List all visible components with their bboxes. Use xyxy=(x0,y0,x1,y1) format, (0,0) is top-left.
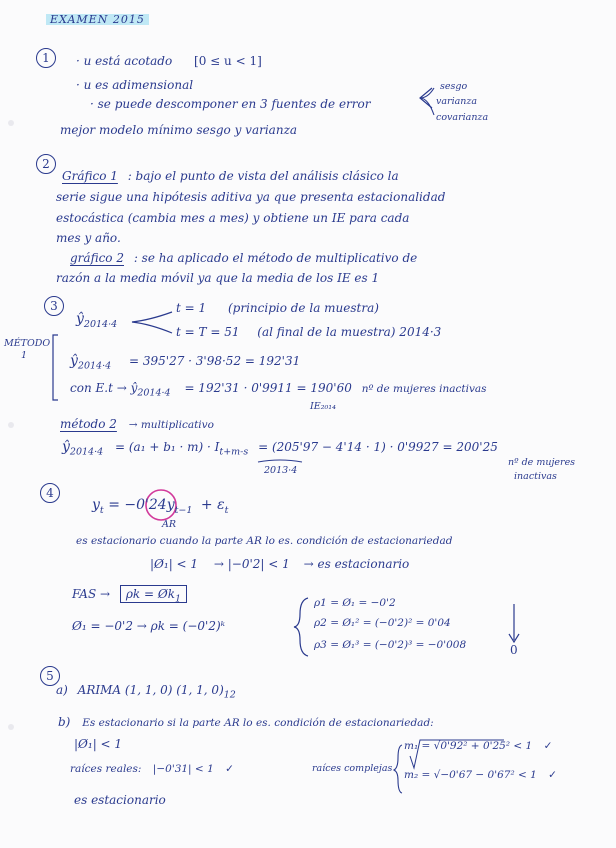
q3-eq-3-lhs: ŷ xyxy=(62,439,70,455)
q5-check-m1: ✓ xyxy=(543,740,553,752)
q5-b-condition: |Ø₁| < 1 xyxy=(74,737,123,751)
question-number-5: 5 xyxy=(40,666,60,686)
q4-fas-sub: 1 xyxy=(175,593,182,605)
q3-eq-2-sub: 2014·4 xyxy=(137,387,171,399)
q2-graph-2-line-2: razón a la media móvil ya que la media de los IE es 1 xyxy=(56,271,380,285)
q3-metodo-1-label: MÉTODO 1 xyxy=(4,338,51,362)
q1-source-1: sesgo xyxy=(440,81,468,92)
q5-check-m2: ✓ xyxy=(548,769,557,781)
q4-model xyxy=(92,498,228,515)
q4-rho-line: Ø₁ = −0'2 → ρk = (−0'2)ᵏ xyxy=(72,619,226,633)
q4-model-coef: = −0'24 xyxy=(103,497,167,513)
q1-line-1-text: · u está acotado xyxy=(76,54,173,68)
q3-eq-2-note: nº de mujeres inactivas xyxy=(361,383,487,395)
q4-fas-label: FAS → xyxy=(72,587,111,601)
q5-b-label: b) xyxy=(58,715,71,729)
q5-a-text: ARIMA (1, 1, 0) (1, 1, 0) xyxy=(77,683,224,697)
question-number-1: 1 xyxy=(36,48,56,68)
q3-brace-tT-value: t = T = 51 xyxy=(176,325,240,339)
q3-y-hat-sub: 2014·4 xyxy=(83,318,118,330)
q5-a-sub: 12 xyxy=(223,689,236,701)
q5-roots-complex-label: raíces complejas xyxy=(312,763,393,774)
q2-graph-1-line-2: serie sigue una hipótesis aditiva ya que presenta estacionalidad xyxy=(56,190,446,204)
q2-graph-1-line-4: mes y año. xyxy=(56,231,121,245)
q1-source-3: covarianza xyxy=(436,112,489,123)
q3-eq-2 xyxy=(70,382,487,398)
q4-fas xyxy=(72,588,187,604)
q1-conclusion: mejor modelo mínimo sesgo y varianza xyxy=(60,123,298,137)
q2-graph-2-line-1 xyxy=(70,252,417,264)
q5-m2-text: m₂ = √−0'67 − 0'67² < 1 xyxy=(404,769,537,781)
q3-eq-3-under: 2013·4 xyxy=(264,465,298,476)
q5-conclusion: es estacionario xyxy=(74,793,166,807)
q4-rho-3: ρ3 = Ø₁³ = (−0'2)³ = −0'008 xyxy=(314,639,467,651)
q4-rho-1: ρ1 = Ø₁ = −0'2 xyxy=(314,597,396,609)
q2-graph-1-label: Gráfico 1 xyxy=(62,169,118,183)
q3-eq-3-note-1: nº de mujeres xyxy=(508,457,576,468)
q4-model-error-sub: t xyxy=(224,504,229,516)
q3-y-hat xyxy=(76,312,117,329)
q3-brace-tT xyxy=(176,326,441,338)
q2-graph-1-line-1 xyxy=(62,170,399,182)
q3-metodo-2 xyxy=(60,418,214,431)
q3-brace-t1 xyxy=(176,302,379,314)
q2-graph-1-line-3: estocástica (cambia mes a mes) y obtiene un IE para cada xyxy=(56,211,410,225)
q4-statement: es estacionario cuando la parte AR lo es. condición de estacionariedad xyxy=(76,535,453,547)
q3-eq-1-rhs: = 395'27 · 3'98·52 = 192'31 xyxy=(129,354,301,368)
q3-brace-tT-note: (al final de la muestra) 2014·3 xyxy=(257,325,442,339)
q5-b xyxy=(58,716,434,729)
q3-eq-3-sub: 2014·4 xyxy=(69,446,104,458)
q5-a xyxy=(56,684,236,700)
q4-limit-zero: 0 xyxy=(510,643,518,657)
q3-eq-2-under: IE₂₀₁₄ xyxy=(310,401,336,412)
q3-eq-1-sub: 2014·4 xyxy=(77,360,112,372)
q4-fas-formula: ρk = Øk xyxy=(125,587,175,601)
q4-model-y-sub: t xyxy=(99,504,104,516)
q3-brace-t1-note: (principio de la muestra) xyxy=(227,301,379,315)
q4-condition xyxy=(150,558,409,570)
q4-rho-2: ρ2 = Ø₁² = (−0'2)² = 0'04 xyxy=(314,617,451,629)
q5-m1 xyxy=(404,741,552,752)
q5-roots-real-label: raíces reales: xyxy=(70,763,142,775)
q1-line-3: · se puede descomponer en 3 fuentes de error xyxy=(90,97,371,111)
q3-metodo-2-desc: → multiplicativo xyxy=(128,419,214,431)
q3-eq-1 xyxy=(70,354,300,371)
q5-a-label: a) xyxy=(56,683,68,697)
q3-eq-3-rhs: = (205'97 − 4'14 · 1) · 0'9927 = 200'25 xyxy=(258,440,498,454)
q1-line-1-range: [0 ≤ u < 1] xyxy=(194,54,262,68)
q4-fas-box xyxy=(120,585,187,603)
question-number-3: 3 xyxy=(44,296,64,316)
q4-model-y: y xyxy=(92,497,100,513)
q3-eq-3 xyxy=(62,440,498,457)
q4-condition-b: → |−0'2| < 1 xyxy=(213,557,290,571)
q5-roots-real-cond: |−0'31| < 1 xyxy=(152,763,214,775)
q2-graph-2-label: gráfico 2 xyxy=(70,251,124,265)
q4-model-ylag-sub: t−1 xyxy=(174,504,193,516)
q2-graph-1-text-1: : bajo el punto de vista del análisis clásico la xyxy=(127,169,399,183)
q3-brace-t1-value: t = 1 xyxy=(176,301,207,315)
question-number-2: 2 xyxy=(36,154,56,174)
q5-roots-real xyxy=(70,764,234,775)
exam-title: EXAMEN 2015 xyxy=(46,14,149,25)
q4-ar-label: AR xyxy=(162,519,177,530)
q4-condition-c: → es estacionario xyxy=(303,557,410,571)
q3-metodo-2-label: método 2 xyxy=(60,417,117,431)
q1-line-2: · u es adimensional xyxy=(76,78,194,92)
q4-condition-a: |Ø₁| < 1 xyxy=(150,557,199,571)
q2-graph-2-text-1: : se ha aplicado el método de multiplicativo de xyxy=(133,251,418,265)
q4-model-ylag: y xyxy=(166,497,175,513)
q1-source-2: varianza xyxy=(436,96,478,107)
q3-eq-2-rhs: = 192'31 · 0'9911 = 190'60 xyxy=(184,381,352,395)
q5-b-text: Es estacionario si la parte AR lo es. condición de estacionariedad: xyxy=(82,717,434,729)
q3-eq-1-lhs: ŷ xyxy=(70,353,78,369)
q3-eq-3-isub: t+m-s xyxy=(219,446,249,458)
q3-eq-3-note-2: inactivas xyxy=(514,471,557,482)
q3-eq-2-lhs: con E.t → ŷ xyxy=(70,381,138,395)
q4-model-error: + ε xyxy=(200,497,225,513)
q5-m1-text: m₁ = √0'92² + 0'25² < 1 xyxy=(404,740,533,752)
q5-check-real: ✓ xyxy=(225,763,234,775)
q5-m2 xyxy=(404,770,557,781)
q1-line-1 xyxy=(76,55,262,67)
question-number-4: 4 xyxy=(40,483,60,503)
q3-y-hat-symbol: ŷ xyxy=(76,311,84,327)
q3-eq-3-mid: = (a₁ + b₁ · m) · I xyxy=(115,440,220,454)
